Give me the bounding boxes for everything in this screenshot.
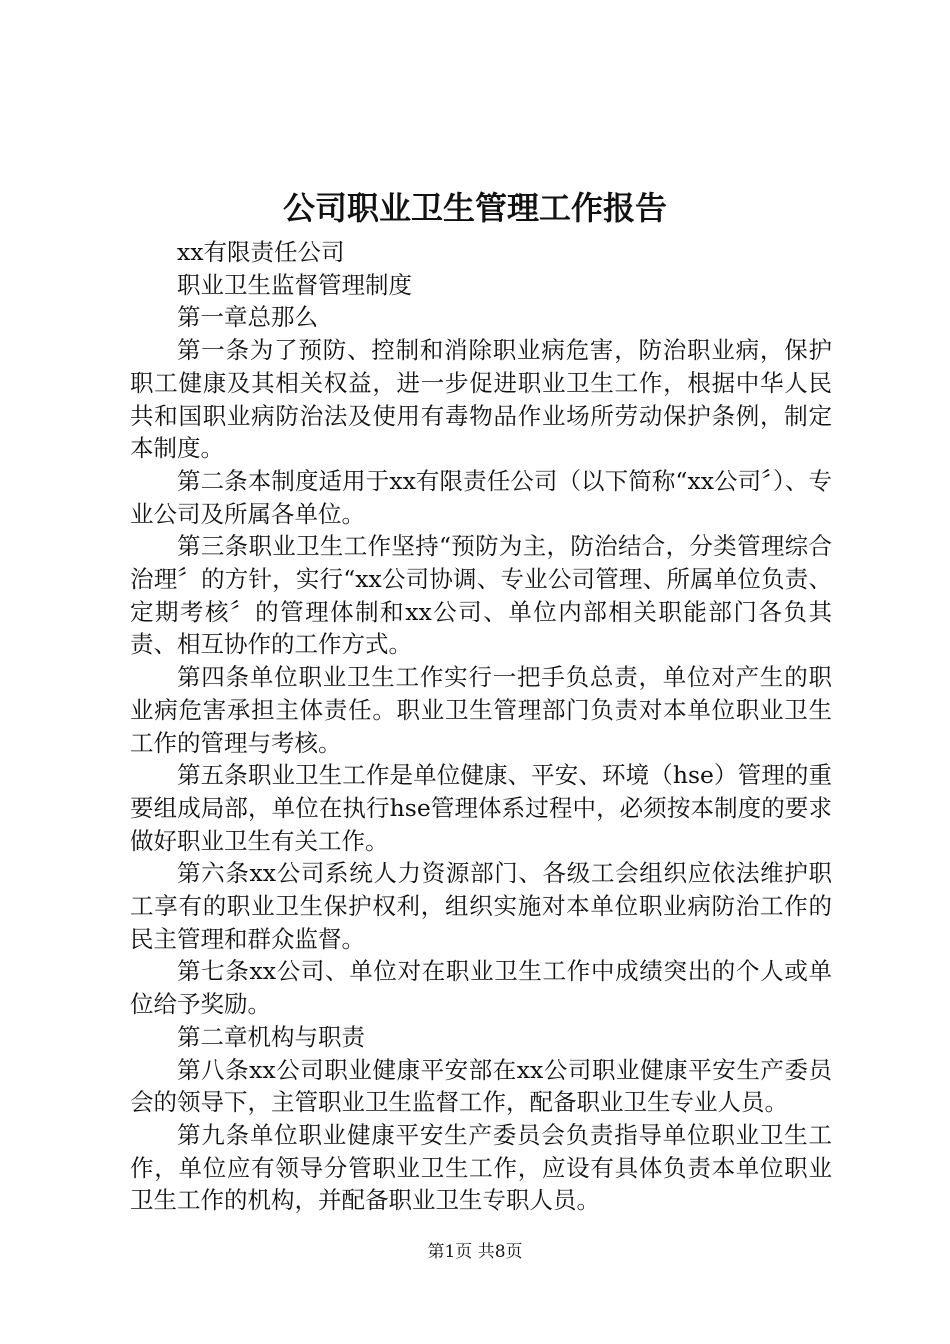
company-name-line: xx有限责任公司 [177,238,345,266]
article-paragraph: 第二条本制度适用于xx有限责任公司（以下简称“xx公司〞）、专业公司及所属各单位。 [130,466,832,528]
chapter-heading: 第二章机构与职责 [177,1022,365,1051]
article-paragraph: 第七条xx公司、单位对在职业卫生工作中成绩突出的个人或单位给予奖励。 [130,957,832,1019]
article-paragraph: 第一条为了预防、控制和消除职业病危害，防治职业病，保护职工健康及其相关权益，进一步促进职业卫生工作，根据中华人民共和国职业病防治法及使用有毒物品作业场所劳动保护条例，制定本制度。 [130,336,832,463]
article-paragraph: 第四条单位职业卫生工作实行一把手负总责，单位对产生的职业病危害承担主体责任。职业卫生管理部门负责对本单位职业卫生工作的管理与考核。 [130,663,832,757]
article-paragraph: 第六条xx公司系统人力资源部门、各级工会组织应依法维护职工享有的职业卫生保护权利，组织实施对本单位职业病防治工作的民主管理和群众监督。 [130,859,832,953]
regulation-name-line: 职业卫生监督管理制度 [177,270,412,299]
article-paragraph: 第五条职业卫生工作是单位健康、平安、环境（hse）管理的重要组成局部，单位在执行hse管理体系过程中，必须按本制度的要求做好职业卫生有关工作。 [130,761,832,855]
article-paragraph: 第三条职业卫生工作坚持“预防为主，防治结合，分类管理综合治理〞的方针，实行“xx公司协调、专业公司管理、所属单位负责、定期考核〞的管理体制和xx公司、单位内部相关职能部门各负其责、相互协作的工作方式。 [130,532,832,659]
document-title: 公司职业卫生管理工作报告 [282,189,667,227]
document-body [130,236,832,1217]
article-paragraph: 第八条xx公司职业健康平安部在xx公司职业健康平安生产委员会的领导下，主管职业卫生监督工作，配备职业卫生专业人员。 [130,1055,832,1117]
page-footer: 第1页 共8页 [427,1242,523,1262]
article-paragraph: 第九条单位职业健康平安生产委员会负责指导单位职业卫生工作，单位应有领导分管职业卫生工作，应设有具体负责本单位职业卫生工作的机构，并配备职业卫生专职人员。 [130,1120,832,1215]
chapter-heading: 第一章总那么 [177,303,318,332]
